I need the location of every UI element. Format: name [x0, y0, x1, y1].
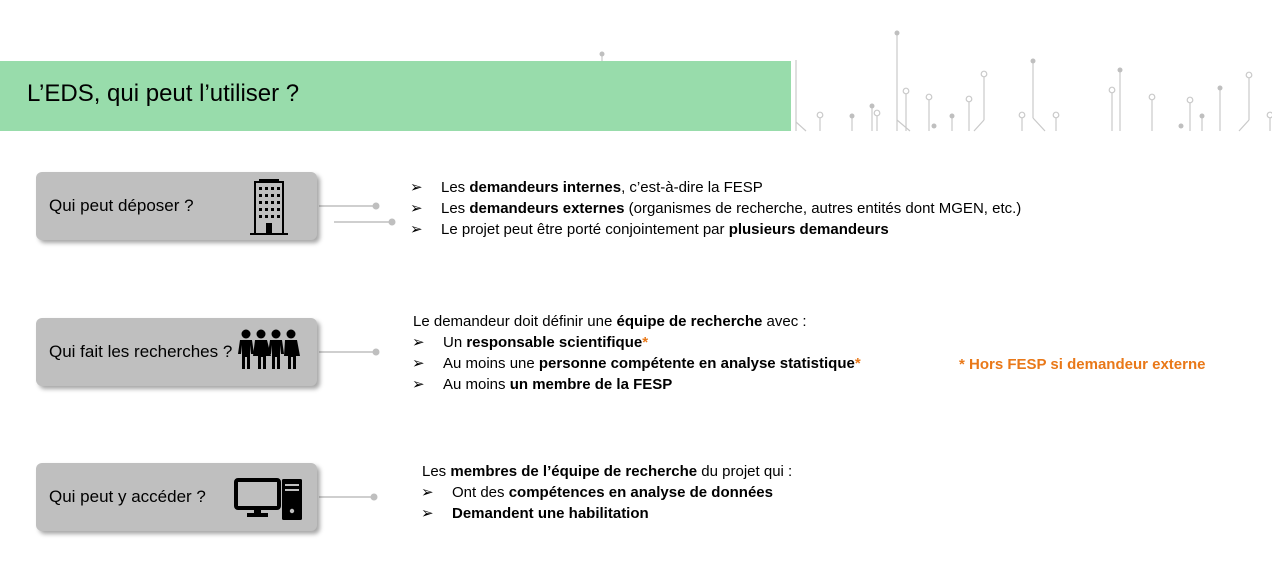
box-qui-peut-y-acceder — [36, 463, 317, 531]
bullet-arrow-icon: ➢ — [412, 376, 425, 393]
box-qui-peut-deposer — [36, 172, 317, 240]
list-item: Ont des compétences en analyse de données — [452, 484, 773, 501]
list-item: Les demandeurs externes (organismes de recherche, autres entités dont MGEN, etc.) — [441, 200, 1022, 217]
computer-icon — [234, 478, 304, 522]
box-qui-fait-les-recherches — [36, 318, 317, 386]
list-item: Un responsable scientifique* — [443, 334, 649, 351]
people-group-icon — [238, 329, 300, 373]
list-item: Au moins un membre de la FESP — [443, 376, 673, 393]
bullet-arrow-icon: ➢ — [410, 179, 423, 196]
section-intro: Le demandeur doit définir une équipe de recherche avec : — [413, 313, 807, 330]
footnote: * Hors FESP si demandeur externe — [959, 356, 1206, 373]
box-label: Qui peut y accéder ? — [49, 487, 206, 506]
bullet-arrow-icon: ➢ — [412, 355, 425, 372]
section-intro: Les membres de l’équipe de recherche du projet qui : — [422, 463, 793, 480]
bullet-arrow-icon: ➢ — [410, 200, 423, 217]
list-item: Les demandeurs internes, c’est-à-dire la FESP — [441, 179, 763, 196]
bullet-arrow-icon: ➢ — [421, 505, 434, 522]
bullet-arrow-icon: ➢ — [412, 334, 425, 351]
bullet-arrow-icon: ➢ — [410, 221, 423, 238]
building-icon — [248, 178, 290, 236]
list-item: Au moins une personne compétente en analyse statistique* — [443, 355, 861, 372]
box-label: Qui fait les recherches ? — [49, 342, 233, 361]
list-item: Le projet peut être porté conjointement par plusieurs demandeurs — [441, 221, 889, 238]
bullet-arrow-icon: ➢ — [421, 484, 434, 501]
list-item: Demandent une habilitation — [452, 505, 649, 522]
page-title: L’EDS, qui peut l’utiliser ? — [27, 80, 300, 107]
box-label: Qui peut déposer ? — [49, 196, 194, 215]
